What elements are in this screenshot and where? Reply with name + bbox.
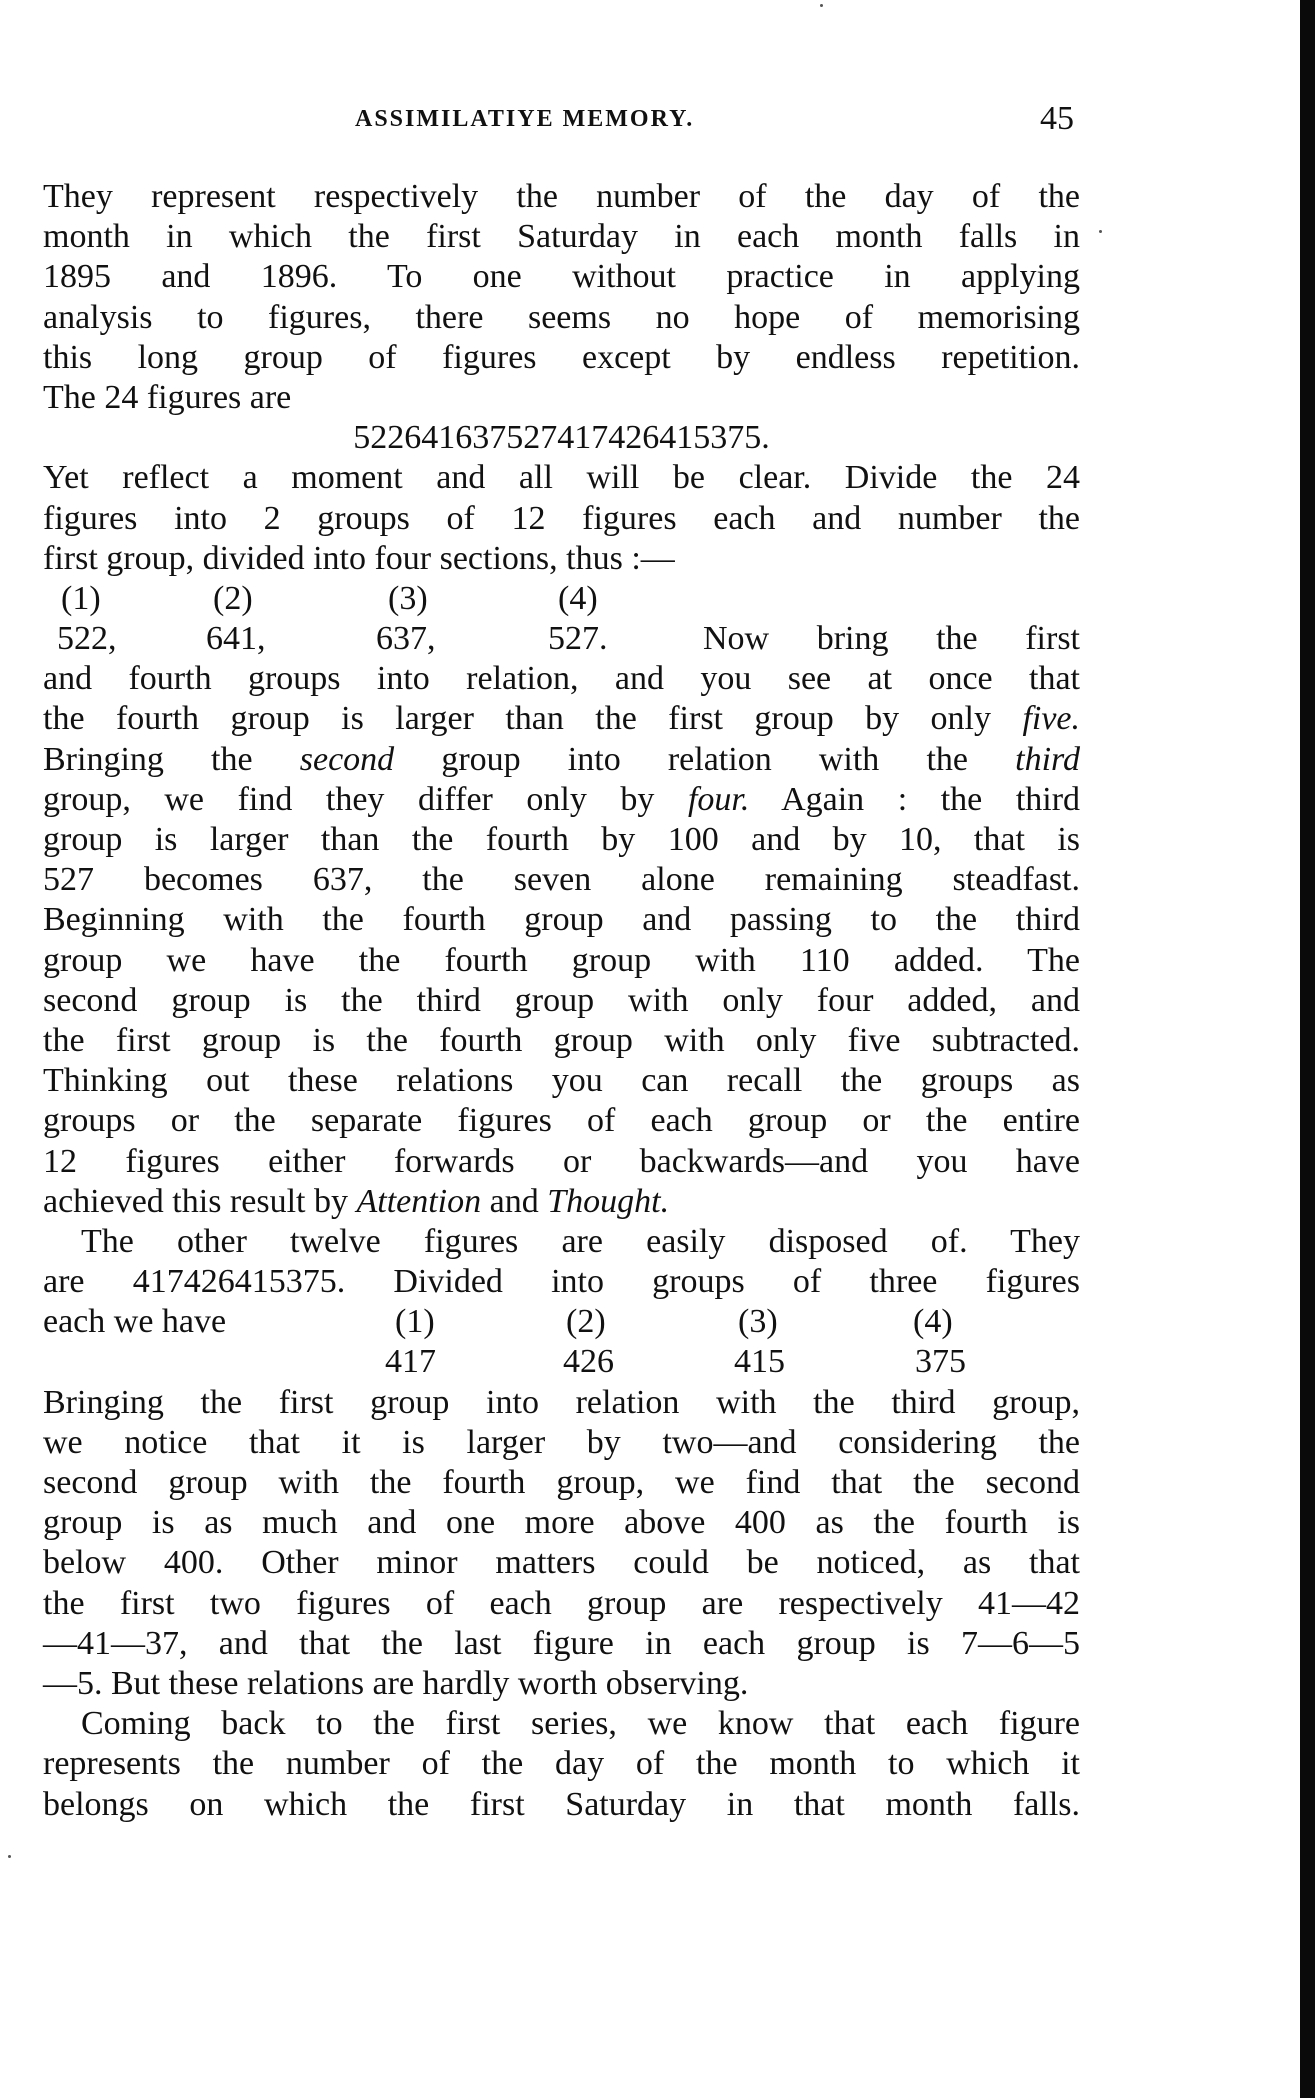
text-line: represents the number of the day of the month to which it: [43, 1745, 1080, 1783]
text-line: each we have: [43, 1303, 227, 1341]
paragraph: [43, 1383, 1080, 1705]
group-value: 641,: [206, 620, 266, 658]
group-value: 637,: [376, 620, 436, 658]
text-line: are 417426415375. Divided into groups of three figures: [43, 1263, 1080, 1301]
paragraph: [43, 1704, 1080, 1825]
group-label: (4): [558, 579, 598, 617]
text-line: second group is the third group with only four added, and: [43, 981, 1080, 1019]
text-line: below 400. Other minor matters could be noticed, as that: [43, 1544, 1080, 1582]
speck: [8, 1855, 11, 1858]
text-line: first group, divided into four sections, thus :—: [43, 539, 675, 577]
body-text: [43, 177, 1080, 1825]
text-line: Coming back to the first series, we know that each figure: [81, 1705, 1080, 1743]
text-line: month in which the first Saturday in each month falls in: [43, 218, 1080, 256]
text-line: The other twelve figures are easily disposed of. They: [81, 1222, 1080, 1260]
group-value: 522,: [57, 620, 117, 658]
group-label: (4): [913, 1303, 953, 1341]
text-line: achieved this result by Attention and Thought.: [43, 1182, 670, 1220]
text-line: the first two figures of each group are respectively 41—42: [43, 1584, 1080, 1622]
text-line: They represent respectively the number of the day of the: [43, 178, 1080, 215]
text-line: group is as much and one more above 400 as the fourth is: [43, 1504, 1080, 1542]
text-line: —5. But these relations are hardly worth observing.: [43, 1664, 749, 1702]
page-header: [0, 100, 1090, 150]
page-number: 45: [1040, 100, 1074, 137]
text-line: Bringing the first group into relation with the third group,: [43, 1383, 1080, 1421]
paragraph: [43, 1222, 1080, 1383]
text-line: group is larger than the fourth by 100 and by 10, that is: [43, 821, 1080, 858]
group-value: 426: [563, 1343, 614, 1381]
text-line: Now bring the first: [703, 620, 1080, 658]
text-line: and fourth groups into relation, and you see at once that: [43, 660, 1080, 698]
text-line: figures into 2 groups of 12 figures each and number the: [43, 499, 1080, 537]
text-line: Thinking out these relations you can recall the groups as: [43, 1062, 1080, 1100]
text-line: groups or the separate figures of each group or the entire: [43, 1102, 1080, 1140]
text-line: The 24 figures are: [43, 378, 292, 416]
group-label: (1): [395, 1303, 435, 1341]
text-line: Yet reflect a moment and all will be clear. Divide the 24: [43, 459, 1080, 497]
text-line: belongs on which the first Saturday in that month falls.: [43, 1785, 1080, 1823]
running-title: ASSIMILATIYE MEMORY.: [355, 106, 695, 132]
text-line: second group with the fourth group, we find that the second: [43, 1464, 1080, 1501]
paragraph: [43, 659, 1080, 1222]
group-values-row: [43, 619, 1080, 659]
text-line: analysis to figures, there seems no hope of memorising: [43, 298, 1080, 336]
page-edge-shadow: [1300, 0, 1315, 2098]
text-line: 1895 and 1896. To one without practice in applying: [43, 258, 1080, 296]
group-value: 417: [385, 1343, 436, 1381]
text-line: —41—37, and that the last figure in each group is 7—6—5: [43, 1624, 1080, 1662]
text-line: the fourth group is larger than the first group by only five.: [43, 700, 1081, 738]
group-label: (2): [566, 1303, 606, 1341]
text-line: Bringing the second group into relation with the third: [43, 740, 1081, 778]
text-line: the first group is the fourth group with only five subtracted.: [43, 1021, 1080, 1059]
group-value: 415: [734, 1343, 785, 1381]
text-line: Beginning with the fourth group and passing to the third: [43, 901, 1080, 939]
text-line: group we have the fourth group with 110 added. The: [43, 941, 1080, 979]
speck: [1099, 230, 1102, 233]
text-line: 527 becomes 637, the seven alone remaining steadfast.: [43, 861, 1080, 899]
group-labels-row: [43, 1302, 1080, 1342]
group-values-row: [43, 1342, 1080, 1382]
text-line: we notice that it is larger by two—and considering the: [43, 1423, 1080, 1461]
long-number: 522641637527417426415375.: [353, 419, 770, 457]
text-line: 12 figures either forwards or backwards—and you have: [43, 1142, 1080, 1180]
text-line: group, we find they differ only by four. Again : the third: [43, 780, 1081, 818]
paragraph: [43, 458, 1080, 579]
group-label: (1): [61, 579, 101, 617]
group-label: (2): [213, 579, 253, 617]
paragraph: [43, 177, 1080, 418]
text-line: this long group of figures except by endless repetition.: [43, 338, 1080, 376]
group-value: 527.: [548, 620, 608, 658]
group-value: 375: [915, 1343, 966, 1381]
speck: [820, 4, 823, 7]
group-label: (3): [738, 1303, 778, 1341]
group-labels-row: [43, 579, 1080, 619]
group-label: (3): [388, 579, 428, 617]
